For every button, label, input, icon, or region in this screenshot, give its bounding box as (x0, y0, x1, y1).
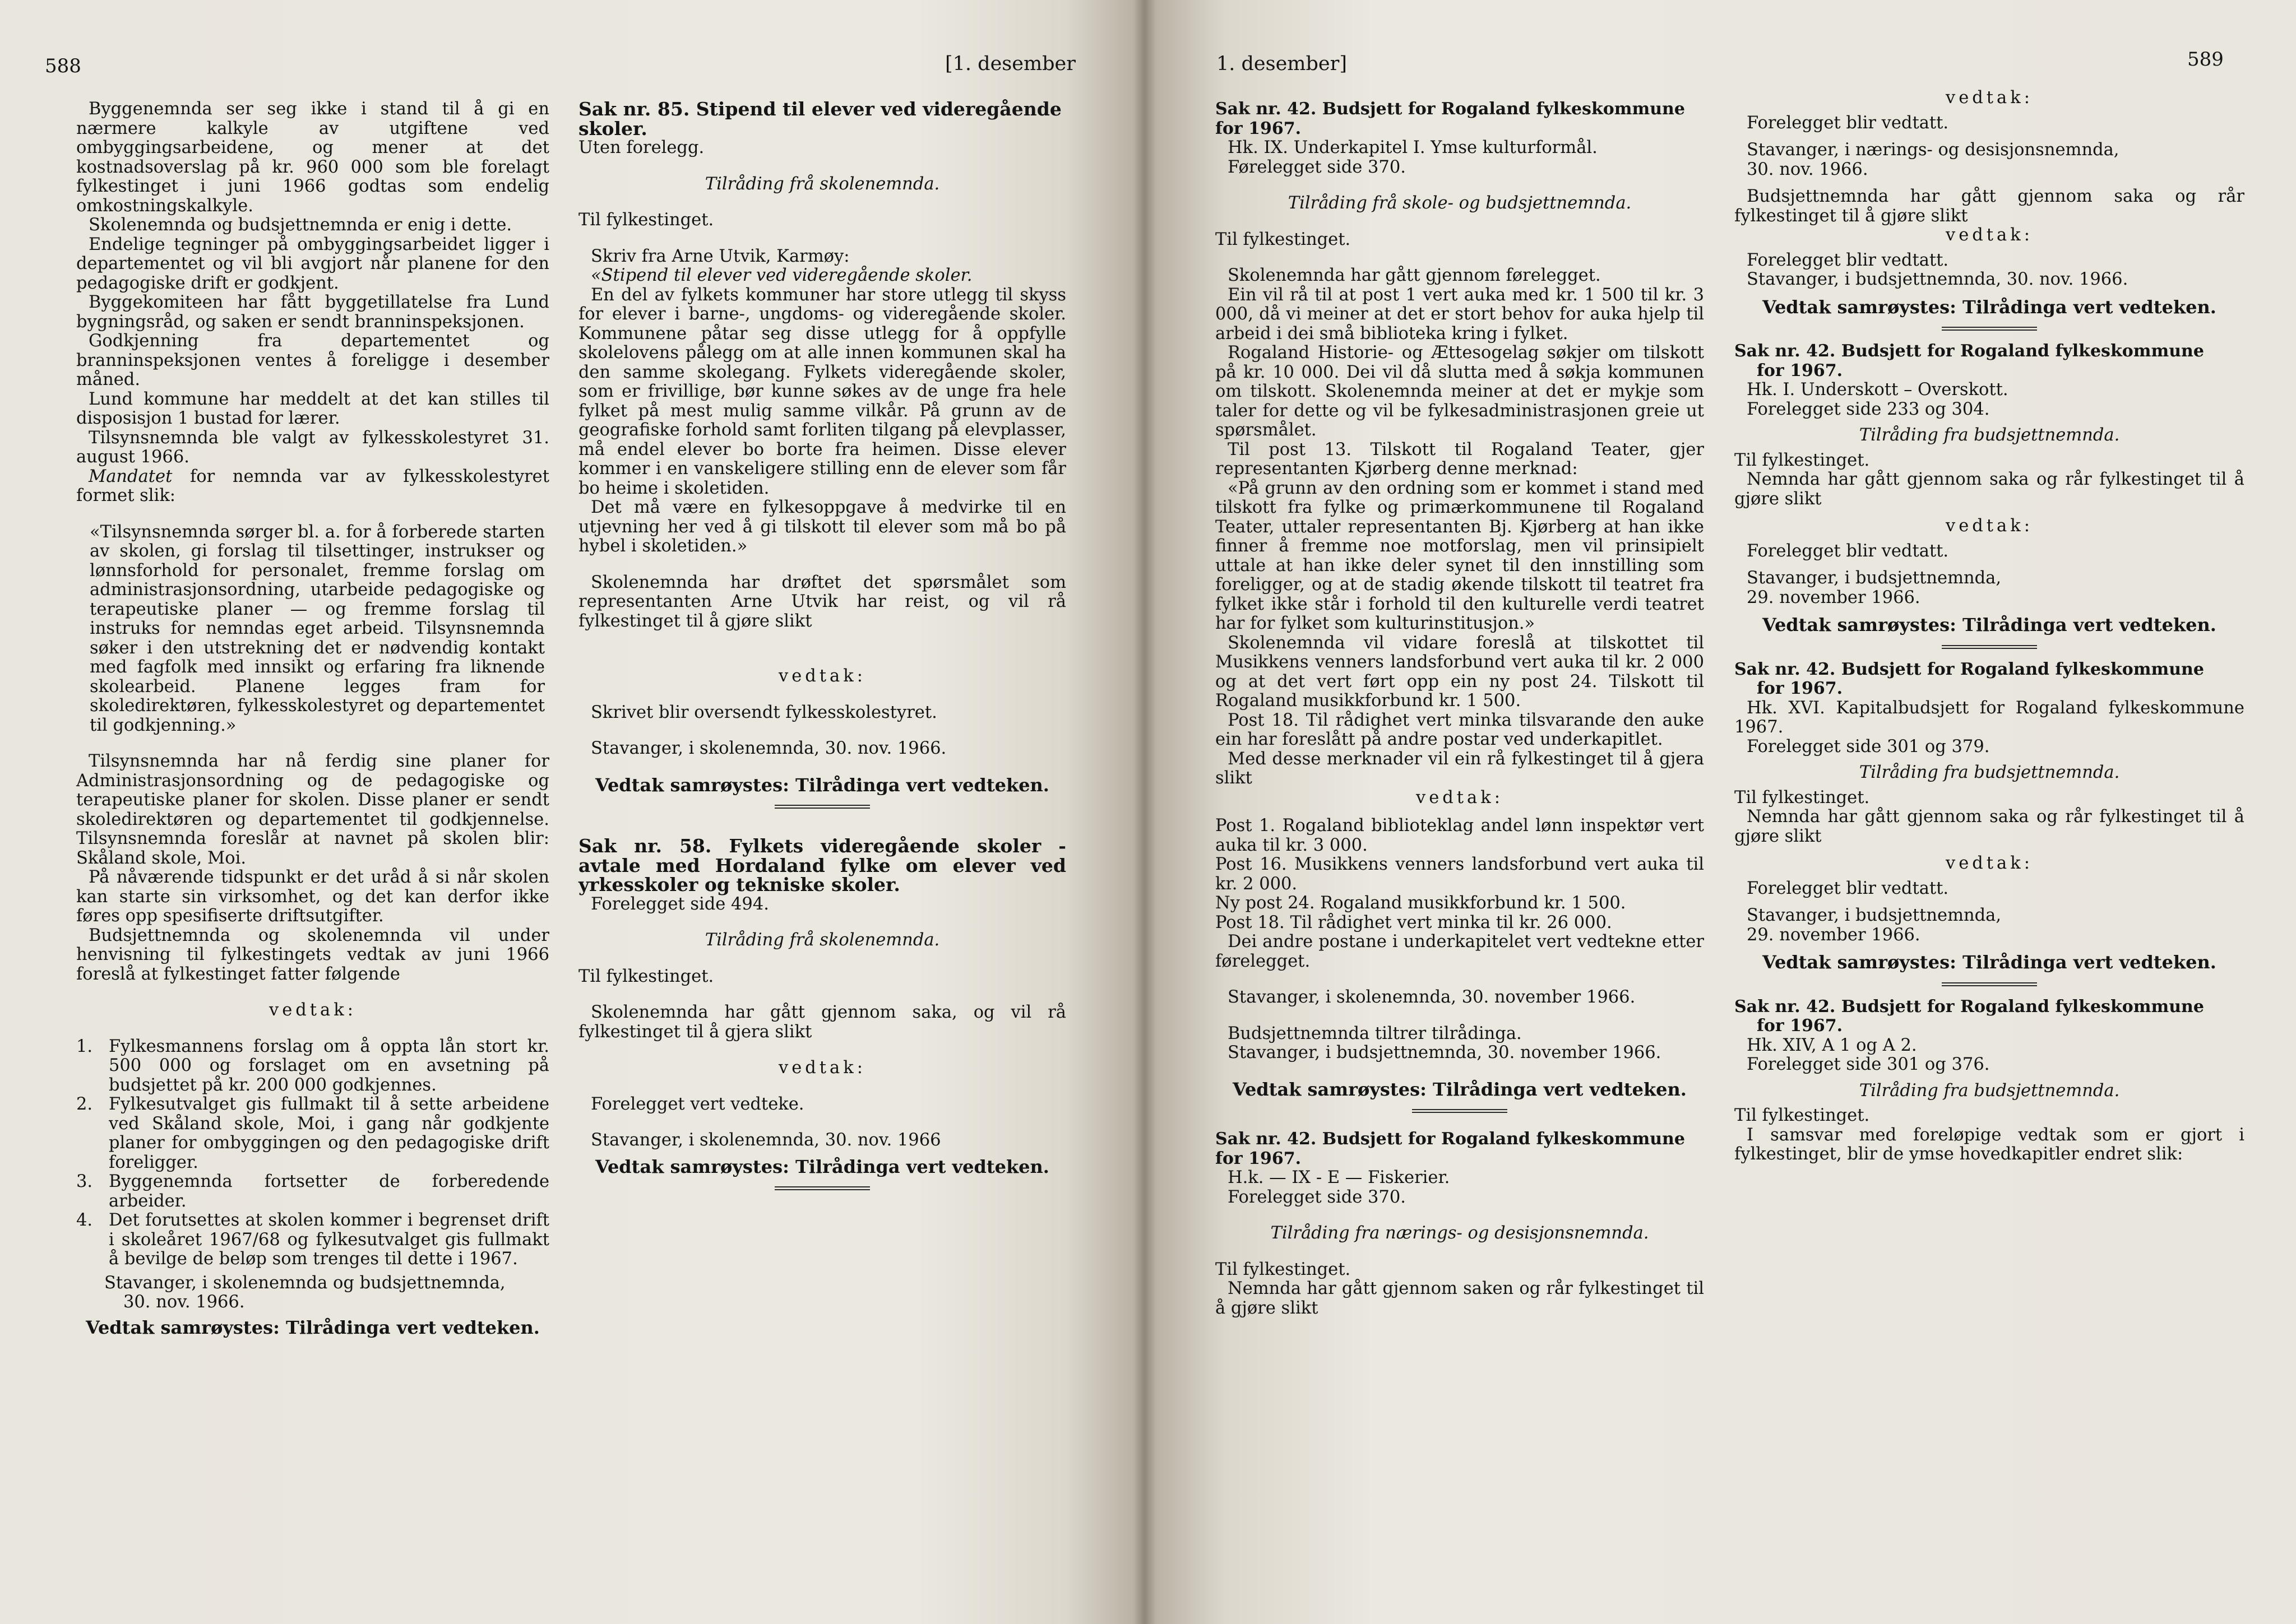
paragraph: Skolenemnda har drøftet det spørsmålet som representanten Arne Utvik har reist, og vil rå fylkestinget til å gjøre slikt (578, 572, 1066, 631)
case-title: Sak nr. 85. Stipend til elever ved videregående (578, 98, 1062, 120)
numbered-item: 1. Fylkesmannens forslag om å oppta lån stort kr. 500 000 og forslaget om en avsetning på budsjettet på kr. 200 000 godkjennes. (76, 1036, 549, 1095)
chapter-line: Hk. IX. Underkapitel I. Ymse kulturformål. (1228, 138, 1598, 157)
paragraph: Budsjettnemnda og skolenemnda vil under henvisning til fylkestingets vedtak av juni 1966 foreslå at fylkestinget fatter følgende (76, 925, 549, 984)
signature: Stavanger, i skolenemnda og budsjettnemnda, (104, 1273, 506, 1293)
quote-paragraph: Det må være en fylkesoppgave å medvirke til en utjevning her ved å gi tilskott til elever som må bo på hybel i skoletiden.» (578, 498, 1066, 556)
decision-text: Forelegget blir vedtatt. (1747, 541, 1949, 561)
decision-text: Skrivet blir oversendt fylkesskolestyret. (591, 702, 937, 722)
case-subtitle: Uten forelegg. (578, 138, 705, 157)
case-title: Sak nr. 42. Budsjett for Rogaland fylkeskommune (1215, 1129, 1685, 1149)
result-line: Vedtak samrøystes: Tilrådinga vert vedteken. (595, 774, 1049, 796)
signature-date: 29. november 1966. (1747, 587, 1920, 607)
chapter-line: Hk. XVI. Kapitalbudsjett for Rogaland fylkeskommune 1967. (1734, 698, 2244, 737)
paragraph: Med desse merknader vil ein rå fylkestinget til å gjera slikt (1215, 749, 1704, 788)
vedtak-heading: vedtak: (778, 1058, 866, 1078)
case-title-cont: for 1967. (1215, 118, 1302, 138)
mandate-word: Mandatet (89, 466, 173, 486)
post-item: Post 16. Musikkens venners landsforbund vert auka til kr. 2 000. (1215, 855, 1704, 894)
vedtak-heading: vedtak: (1945, 88, 2033, 108)
case-subtitle: Førelegget side 370. (1228, 157, 1406, 177)
addressee: Til fylkestinget. (1215, 229, 1351, 249)
paragraph: Lund kommune har meddelt at det kan stilles til disposisjon 1 bustad for lærer. (76, 389, 549, 428)
case-title-cont: skoler. (578, 117, 647, 140)
signature-date: 30. nov. 1966. (123, 1292, 245, 1312)
recommendation-heading: Tilråding frå skolenemnda. (705, 930, 940, 950)
decision-text: Forelegget blir vedtatt. (1747, 113, 1949, 133)
vedtak-heading: vedtak: (1945, 853, 2033, 873)
vedtak-heading: vedtak: (269, 1000, 357, 1020)
numbered-item: 3. Byggenemnda fortsetter de forberedende arbeider. (76, 1172, 549, 1211)
chapter-line: Hk. XIV, A 1 og A 2. (1747, 1035, 1917, 1055)
right-page (1145, 0, 2296, 1624)
addressee: Til fylkestinget. (1734, 450, 1870, 470)
recommendation-heading: Tilråding fra nærings- og desisjonsnemnda. (1270, 1223, 1649, 1243)
signature-date: 29. november 1966. (1747, 925, 1920, 945)
budget-note: Budsjettnemnda tiltrer tilrådinga. (1228, 1023, 1522, 1043)
numbered-item: 4. Det forutsettes at skolen kommer i begrenset drift i skoleåret 1967/68 og fylkesutvalget gis fullmakt å bevilge de beløp som trenges til dette i 1967. (76, 1210, 549, 1269)
paragraph: Endelige tegninger på ombyggingsarbeidet ligger i departementet og vil bli avgjort når planene for den pedagogiske drift er godkjent. (76, 234, 549, 293)
section-divider (1942, 327, 2037, 331)
case-title: Sak nr. 42. Budsjett for Rogaland fylkeskommune (1215, 99, 1685, 119)
paragraph: Skolenemnda og budsjettnemnda er enig i dette. (89, 215, 512, 235)
case-title: Sak nr. 42. Budsjett for Rogaland fylkeskommune (1734, 996, 2204, 1017)
quote-paragraph: En del av fylkets kommuner har store utlegg til skyss for elever i barne-, ungdoms- og videregående skoler. Kommunene påtar seg disse utlegg for å oppfylle skolelovens pålegg om at alle innen kommunen skal ha den samme skolegang. Fylkets videregående skoler, som er frivillige, bør kunne søkes av de unge fra hele fylket på mest mulig samme vilkår. På grunn av de geografiske forhold samt forliten tilgang på elevplasser, må endel elever bo borte fra heimen. Disse elever kommer i en vanskeligere stilling enn de elever som får bo heime i skoletiden. (578, 285, 1066, 498)
post-item: Post 1. Rogaland biblioteklag andel lønn inspektør vert auka til kr. 3 000. (1215, 816, 1704, 855)
vedtak-heading: vedtak: (778, 666, 866, 686)
paragraph: Budsjettnemnda har gått gjennom saka og rår fylkestinget til å gjøre slikt (1734, 187, 2244, 226)
section-divider (1412, 1109, 1507, 1113)
chapter-line: H.k. — IX - E — Fiskerier. (1228, 1168, 1450, 1187)
paragraph: Byggekomiteen har fått byggetillatelse fra Lund bygningsråd, og saken er sendt branninspeksjonen. (76, 293, 549, 332)
signature-date: 30. nov. 1966. (1747, 159, 1868, 179)
case-title: Sak nr. 42. Budsjett for Rogaland fylkeskommune (1734, 341, 2204, 361)
page-number: 589 (2187, 48, 2224, 71)
section-divider (775, 1186, 870, 1190)
recommendation-heading: Tilråding fra budsjettnemnda. (1859, 1080, 2120, 1101)
result-line: Vedtak samrøystes: Tilrådinga vert vedteken. (1762, 296, 2216, 318)
case-subtitle: Forelegget side 301 og 379. (1747, 736, 1990, 757)
left-column-1 (76, 100, 549, 1337)
paragraph: Rogaland Historie- og Ættesogelag søkjer om tilskott på kr. 10 000. Dei vil då slutta med å søkja kommunen om tilskott. Skolenemnda meiner at det er mykje som taler for dette og vil be fylkesadministrasjonen greie ut spørsmålet. (1215, 343, 1704, 440)
case-title: Sak nr. 58. Fylkets videregående skoler - avtale med Hordaland fylke om elever ved yrkesskoler og tekniske skoler. (578, 835, 1066, 895)
result-line: Vedtak samrøystes: Tilrådinga vert vedteken. (595, 1156, 1049, 1177)
recommendation-heading: Tilråding frå skole- og budsjettnemnda. (1288, 193, 1632, 213)
recommendation-heading: Tilråding fra budsjettnemnda. (1859, 425, 2120, 445)
signature: Stavanger, i budsjettnemnda, 30. november 1966. (1228, 1043, 1661, 1062)
signature: Stavanger, i skolenemnda, 30. nov. 1966. (591, 739, 947, 758)
addressee: Til fylkestinget. (578, 966, 714, 986)
right-column-2 (1734, 89, 2244, 1164)
addressee: Til fylkestinget. (1215, 1259, 1351, 1279)
addressee: Til fylkestinget. (578, 210, 714, 230)
signature: Stavanger, i budsjettnemnda, 30. nov. 1966. (1747, 270, 2128, 289)
case-subtitle: Forelegget side 370. (1228, 1187, 1406, 1207)
result-line: Vedtak samrøystes: Tilrådinga vert vedteken. (1762, 952, 2216, 973)
signature: Stavanger, i skolenemnda, 30. nov. 1966 (591, 1130, 941, 1150)
addressee: Til fylkestinget. (1734, 787, 1870, 808)
signature: Stavanger, i budsjettnemnda, (1747, 568, 2002, 588)
quote-title: «Stipend til elever ved videregående skoler. (591, 266, 973, 285)
result-line: Vedtak samrøystes: Tilrådinga vert vedteken. (1233, 1078, 1687, 1100)
section-divider (1942, 982, 2037, 986)
case-title-cont: for 1967. (1215, 1148, 1302, 1168)
running-head: [1. desember (945, 53, 1076, 75)
case-title: Sak nr. 42. Budsjett for Rogaland fylkeskommune (1734, 659, 2204, 679)
paragraph: Nemnda har gått gjennom saken og rår fylkestinget til å gjøre slikt (1215, 1279, 1704, 1318)
running-head: 1. desember] (1216, 53, 1348, 75)
signature: Stavanger, i nærings- og desisjonsnemnda, (1747, 140, 2119, 160)
paragraph: Tilsynsnemnda har nå ferdig sine planer for Administrasjonsordning og de pedagogiske og terapeutiske planer for skolen. Disse planer er sendt skoledirektøren og departementet til godkjennelse. Tilsynsnemnda foreslår at navnet på skolen blir: Skåland skole, Moi. (76, 751, 549, 868)
paragraph: Nemnda har gått gjennom saka og rår fylkestinget til å gjøre slikt (1734, 470, 2244, 509)
vedtak-heading: vedtak: (1945, 516, 2033, 536)
paragraph: Ein vil rå til at post 1 vert auka med kr. 1 500 til kr. 3 000, då vi meiner at det er stort behov for auka hjelp til arbeid i dei små biblioteka kring i fylket. (1215, 285, 1704, 344)
case-title-cont: for 1967. (1757, 1016, 1843, 1036)
post-item: Dei andre postane i underkapitelet vert vedtekne etter førelegget. (1215, 932, 1704, 971)
paragraph: Skolenemnda har gått gjennom førelegget. (1228, 266, 1601, 285)
case-title-cont: for 1967. (1757, 679, 1843, 698)
case-subtitle: Forelegget side 494. (591, 894, 769, 914)
section-divider (1942, 645, 2037, 649)
recommendation-heading: Tilråding frå skolenemnda. (705, 174, 940, 194)
decision-text: Forelegget vert vedteke. (591, 1094, 804, 1114)
mandate-paragraph (76, 467, 549, 506)
section-divider (775, 805, 870, 809)
paragraph: Skolenemnda vil vidare foreslå at tilskottet til Musikkens venners landsforbund vert auka til kr. 2 000 og at det vert ført opp ein ny post 24. Tilskott til Rogaland musikkforbund kr. 1 500. (1215, 633, 1704, 711)
paragraph: I samsvar med foreløpige vedtak som er gjort i fylkestinget, blir de ymse hovedkapitler endret slik: (1734, 1125, 2244, 1164)
left-column-2 (578, 100, 1066, 1196)
result-line: Vedtak samrøystes: Tilrådinga vert vedteken. (1762, 614, 2216, 635)
addressee: Til fylkestinget. (1734, 1106, 1870, 1125)
case-subtitle: Forelegget side 233 og 304. (1747, 399, 1990, 419)
paragraph: Godkjenning fra departementet og branninspeksjonen ventes å foreligge i desember måned. (76, 331, 549, 389)
paragraph: Til post 13. Tilskott til Rogaland Teater, gjer representanten Kjørberg denne merknad: (1215, 439, 1704, 479)
signature: Stavanger, i skolenemnda, 30. november 1966. (1228, 987, 1636, 1007)
paragraph: «På grunn av den ordning som er kommet i stand med tilskott fra fylke og primærkommunene til Rogaland Teater, uttaler representanten Bj. Kjørberg at han ikke finner å fremme noe motforslag, men vil prinsipielt uttale at han ikke deler synet til den innstilling som foreligger, og at de stadig økende tilskott til teatret fra fylket ikke står i forhold til den kulturelle verdi teatret har for fylket som kulturinstitusjon.» (1215, 478, 1704, 633)
decision-text: Forelegget blir vedtatt. (1747, 878, 1949, 898)
chapter-line: Hk. I. Underskott – Overskott. (1747, 380, 2008, 400)
case-subtitle: Forelegget side 301 og 376. (1747, 1055, 1990, 1074)
post-item: Post 18. Til rådighet vert minka til kr. 26 000. (1215, 912, 1612, 932)
left-page (0, 0, 1145, 1624)
paragraph: Skolenemnda har gått gjennom saka, og vil rå fylkestinget til å gjera slikt (578, 1003, 1066, 1042)
paragraph: På nåværende tidspunkt er det uråd å si når skolen kan starte sin virksomhet, og det kan derfor ikke føres opp spesifiserte driftsutgifter. (76, 867, 549, 926)
page-number: 588 (45, 55, 81, 77)
paragraph: Post 18. Til rådighet vert minka tilsvarande den auke ein har foreslått på andre postar ved underkapitlet. (1215, 710, 1704, 749)
decision-text: Forelegget blir vedtatt. (1747, 250, 1949, 270)
letter-from: Skriv fra Arne Utvik, Karmøy: (591, 246, 850, 266)
mandate-text: for nemnda var av fylkesskolestyret formet slik: (76, 466, 549, 505)
vedtak-heading: vedtak: (1945, 225, 2033, 245)
paragraph: Nemnda har gått gjennom saka og rår fylkestinget til å gjøre slikt (1734, 807, 2244, 846)
right-column-1 (1215, 100, 1704, 1318)
vedtak-heading: vedtak: (1415, 787, 1503, 808)
post-item: Ny post 24. Rogaland musikkforbund kr. 1 500. (1215, 893, 1626, 913)
signature: Stavanger, i budsjettnemnda, (1747, 906, 2002, 925)
numbered-item: 2. Fylkesutvalget gis fullmakt til å sette arbeidene ved Skåland skole, Moi, i gang når godkjente planer for ombyggingen og den pedagogiske drift foreligger. (76, 1094, 549, 1172)
recommendation-heading: Tilråding fra budsjettnemnda. (1859, 763, 2120, 782)
case-title-cont: for 1967. (1757, 360, 1843, 381)
paragraph: Byggenemnda ser seg ikke i stand til å gi en nærmere kalkyle av utgiftene ved ombyggingsarbeidene, og mener at det kostnadsoverslag på kr. 960 000 som ble forelagt fylkestinget i juni 1966 godtas som endelig omkostningskalkyle. (76, 99, 549, 216)
quote-block: «Tilsynsnemnda sørger bl. a. for å forberede starten av skolen, gi forslag til tilsettinger, instrukser og lønnsforhold for personalet, fremme forslag om administrasjonsordning, utarbeide pedagogiske og terapeutiske planer — og fremme forslag til instruks for nemndas eget arbeid. Tilsynsnemnda søker i den utstrekning det er nødvendig kontakt med fagfolk med innsikt og erfaring fra liknende skolearbeid. Planene legges fram for skoledirektøren, fylkesskolestyret og departementet til godkjenning.» (90, 522, 545, 735)
paragraph: Tilsynsnemnda ble valgt av fylkesskolestyret 31. august 1966. (76, 428, 549, 467)
result-line: Vedtak samrøystes: Tilrådinga vert vedteken. (86, 1316, 540, 1338)
